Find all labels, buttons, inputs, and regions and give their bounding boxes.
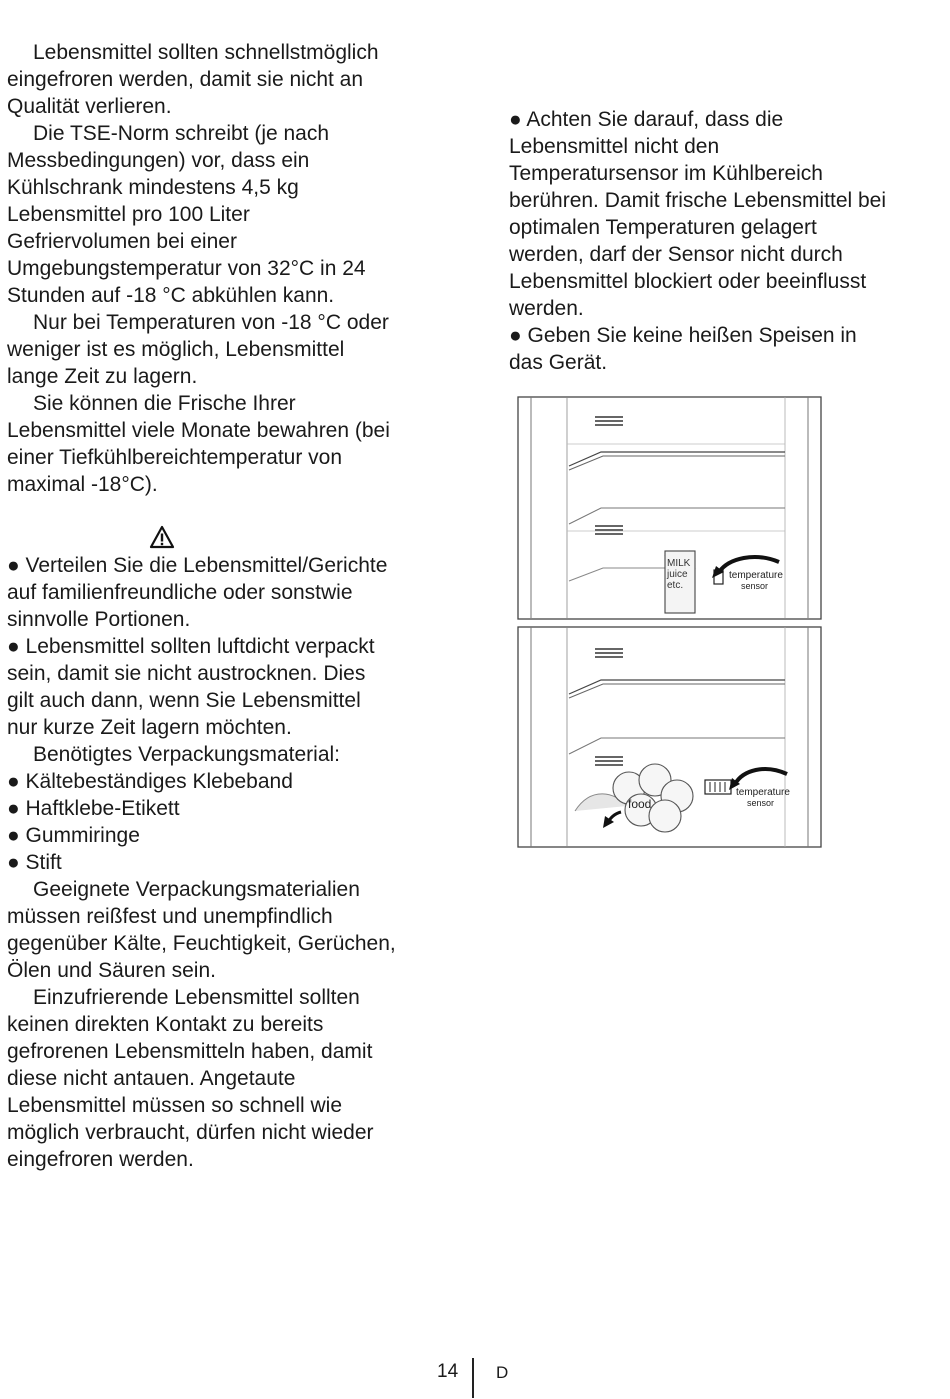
material-item: ● Haftklebe-Etikett xyxy=(7,797,180,820)
sensor-label: sensor xyxy=(741,581,769,591)
packaging-paragraph: Geeignete Verpackungsmaterialien müssen reißfest und unempfindlich gegenüber Kälte, Feuchtigkeit, Gerüchen, Ölen und Säuren sein. xyxy=(7,878,396,982)
carton-label: juice xyxy=(667,569,688,580)
tse-norm-paragraph: Die TSE-Norm schreibt (je nach Messbedingungen) vor, dass ein Kühlschrank mindestens 4,5 kg Lebensmittel pro 100 Liter Gefriervolumen bei einer Umgebungstemperatur von 32°C in 24 Stunden auf -18 °C abkühlen kann. xyxy=(7,122,366,307)
footer-divider xyxy=(472,1358,474,1398)
spacer xyxy=(7,498,452,525)
language-code: D xyxy=(496,1363,509,1382)
storage-temperature-paragraph: Nur bei Temperaturen von -18 °C oder weniger ist es möglich, Lebensmittel lange Zeit zu lagern. xyxy=(7,311,389,388)
sensor-label: sensor xyxy=(747,798,775,808)
sensor-contact-bullet: ● Achten Sie darauf, dass die Lebensmittel nicht den Temperatursensor im Kühlbereich berühren. Damit frische Lebensmittel bei optimalen Temperaturen gelagert werden, darf der Sensor nicht durch Lebensmittel blockiert oder beeinflusst werden. xyxy=(509,108,887,320)
sensor-label: temperature xyxy=(729,570,783,581)
airtight-bullet: ● Lebensmittel sollten luftdicht verpackt sein, damit sie nicht austrocknen. Dies gilt auch dann, wenn Sie Lebensmittel nur kurze Zeit lagern möchten. xyxy=(7,635,375,739)
freshness-paragraph: Sie können die Frische Ihrer Lebensmittel viele Monate bewahren (bei einer Tiefkühlbereichtemperatur von maximal -18°C). xyxy=(7,392,390,496)
material-item: ● Kältebeständiges Klebeband xyxy=(7,770,293,793)
right-column xyxy=(509,106,939,376)
warning-icon xyxy=(7,525,317,552)
intro-paragraph: Lebensmittel sollten schnellstmöglich eingefroren werden, damit sie nicht an Qualität verlieren. xyxy=(7,41,379,118)
material-item: ● Gummiringe xyxy=(7,824,140,847)
material-item: ● Stift xyxy=(7,851,62,874)
temperature-sensor-icon xyxy=(705,780,731,794)
carton-label: MILK xyxy=(667,558,691,569)
materials-heading: Benötigtes Verpackungsmaterial: xyxy=(33,743,341,766)
sensor-label: temperature xyxy=(736,787,790,798)
hot-food-bullet: ● Geben Sie keine heißen Speisen in das Gerät. xyxy=(509,324,857,374)
portion-bullet: ● Verteilen Sie die Lebensmittel/Gerichte auf familienfreundliche oder sonstwie sinnvolle Portionen. xyxy=(7,554,388,631)
left-column xyxy=(7,39,452,1173)
carton-label: etc. xyxy=(667,580,684,591)
bottom-panel xyxy=(518,627,821,847)
food-label: food xyxy=(628,797,652,811)
page-number: 14 xyxy=(437,1361,459,1382)
top-panel xyxy=(518,397,821,619)
thawing-paragraph: Einzufrierende Lebensmittel sollten keinen direkten Kontakt zu bereits gefrorenen Lebensmitteln haben, damit diese nicht antauen. Angetaute Lebensmittel müssen so schnell wie möglich verbraucht, dürfen nicht wieder eingefroren werden. xyxy=(7,986,374,1171)
fridge-sensor-illustration xyxy=(517,396,823,851)
